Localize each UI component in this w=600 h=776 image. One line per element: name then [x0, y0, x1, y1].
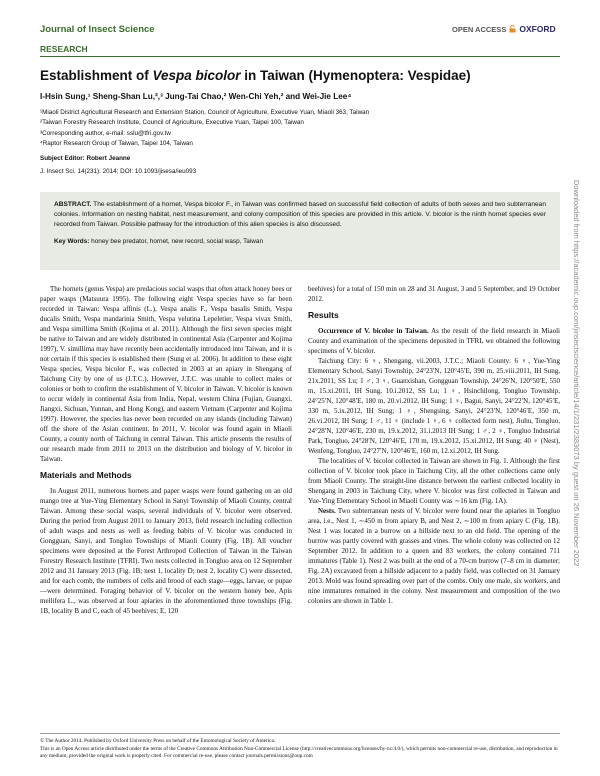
section-label: RESEARCH [40, 44, 88, 54]
methods-paragraph: In August 2011, numerous hornets and paper wasps were found gathering on an old mango tree at Yue-Ying Elementary School in Sanyi Township of Miaoli County, central Taiwan. Among these social wasps, several individuals of V. bicolor were observed. During the period from August 2011 to January 2013, field research including collection of adult wasps and nests as well as feeding habits of V. bicolor was conducted in Gongguan, Sanyi, and Tongluo Townships of Miaoli County (Fig. 1B). All voucher specimens were deposited at the Forest Arthropod Collection of Taiwan in the Taiwan Forestry Research Institute (TFRI). Two nests collected in Tongluo area on 12 September 2012 and 31 January 2013 (Fig. 1B; nest 1, locality D; nest 2, locality C) were dissected, and for each comb, the numbers of cells and brood of each stage—eggs, larvae, or pupae—were determined. Foraging behavior of V. bicolor on the western honey bee, Apis mellifera L., was observed at four apiaries in the aforementioned three townships (Fig. 1B, locality B and C, each of 45 beehives; E, 120 [40, 487, 292, 615]
affiliation-4: ⁴Raptor Research Group of Taiwan, Taipei 104, Taiwan [40, 139, 193, 147]
footer [40, 738, 560, 761]
article-title: Establishment of Vespa bicolor in Taiwan (Hymenoptera: Vespidae) [40, 68, 471, 83]
open-lock-icon [509, 25, 516, 33]
affiliations [40, 108, 560, 149]
citation: J. Insect Sci. 14(231): 2014; DOI: 10.1093/jisesa/ieu093 [40, 168, 197, 175]
results-heading: Results [308, 310, 339, 320]
localities-paragraph: The localities of V. bicolor collected in Taiwan are shown in Fig. 1. Although the first collection of V. bicolor took place in Taichung City, all the other collections came only from Miaoli County. The straight-line distance between the earliest collected locality in Shengang in 2003 in Taichung City, where V. bicolor was first collected in Taiwan and Yue-Ying Elementary School in Miaoli County was ∼16 km (Fig. 1A). [308, 457, 560, 505]
footer-rule [40, 733, 560, 734]
intro-paragraph: The hornets (genus Vespa) are predacious social wasps that often attack honey bees or paper wasps (Matsuura 1995). The following eight Vespa species have so far been recorded in Taiwan: Vespa affinis (L.), Vespa analis F., Vespa basalis Smith, Vespa ducalis Smith, Vespa mandarinia Smith, Vespa velutina Lepeletier, Vespa vivax Smith, and Vespa simillima Smith (Kojima et al. 2011). Although the first seven species might be native to Taiwan and are widely distributed in continental Asia (Carpenter and Kojima 1997), V. simillima may have recently been accidentally introduced into Taiwan, and it is not certain if this species is established there (Sung et al. 2006). In addition to these eight Vespa species, Vespa bicolor F., was collected in 2003 at an apiary in Shengang of Taichung City by one of us (J.T.C.). However, J.T.C. was unable to collect males or colonies or both to confirm the establishment of V. bicolor in Taiwan. V. bicolor is known to occur widely in continental Asia from India, Nepal, western China (Fujian, Guangxi, Jiangxi, Sichuan, Yunnan, and Hong Kong), and eastern Vietnam (Carpenter and Kojima 1997). However, the species has never been recorded on any islands (including Taiwan) off the shore of the Asian continent. In 2011, V. bicolor was found again in Miaoli County, a county north of Taichung in central Taiwan. This article presents the results of our research made from 2011 to 2013 on the distribution and biology of V. bicolor in Taiwan. [40, 285, 292, 463]
header-rule [40, 56, 560, 57]
open-access-badge [452, 24, 556, 34]
abstract-text: ABSTRACT. The establishment of a hornet, Vespa bicolor F., in Taiwan was confirmed based on successful field collection of adults of both sexes and two subterranean colonies. Information on nesting habitat, nest measurement, and colony composition of this species are provided in this article. V. bicolor is the ninth hornet species ever recorded from Taiwan. Possible pathway for the introduction of this alien species is also discussed. [54, 201, 546, 228]
abstract-box [40, 192, 560, 270]
open-access-label: OPEN ACCESS [452, 24, 507, 34]
subject-editor: Subject Editor: Robert Jeanne [40, 155, 131, 162]
journal-name: Journal of Insect Science [40, 24, 155, 35]
affiliation-3: ³Corresponding author, e-mail: sslu@tfri.gov.tw [40, 129, 171, 137]
continued-paragraph: beehives) for a total of 150 min on 28 and 31 August, 3 and 5 September, and 19 October 2012. [308, 285, 560, 303]
affiliation-2: ²Taiwan Forestry Research Institute, Council of Agriculture, Executive Yuan, Taipei 100, Taiwan [40, 119, 304, 127]
specimens-paragraph: Taichung City: 6 ♀, Shengang, vii.2003, J.T.C.; Miaoli County: 6 ♀, Yue-Ying Elementary School, Sanyi Township, 24°23′N, 120°45′E, 390 m, 25.viii.2011, IH Sung, 21x.2011, SS Lu; 1 ♂, 3 ♀, Guanxishan, Gongguan Township, 24°26′N, 120°50′E, 550 m, 15.xi.2011, IH Sung, 10.i.2012, SS Lu; 1 ♀, Hsinchilong, Tongluo Township, 24°25′N, 120°48′E, 180 m, 20.vi.2012, IH Sung; 1 ♀, Bagui, Sanyi, 24°22′N, 120°45′E, 330 m, 5.ix.2012, IH Sung; 1 ♀, Shengsing, Sanyi, 24°23′N, 120°46′E, 350 m, 26.vi.2012, IH Sung; 1 ♂, 11 ♀ (include 1 ♀, 6 ♀ collected form nest), Jiuhu, Tongluo, 24°28′N, 120°46′E, 230 m, 19.x.2012, 31.i.2013 IH Sung; 1 ♂, 2 ♀, Tongluo Industrial Park, Tongluo, 24°28′N, 120°46′E, 170 m, 19.x.2012, 15.xi.2012, IH Sung; 40 ♀ (Nest), Wenfeng, Tongluo, 24°27′N, 120°46′E, 160 m, 12.xi.2012, IH Sung. [308, 357, 560, 455]
affiliation-1: ¹Miaoli District Agricultural Research and Extension Station, Council of Agriculture, Executive Yuan, Miaoli 363, Taiwan [40, 109, 370, 116]
body-right-column [308, 284, 560, 606]
author-list: I-Hsin Sung,¹ Sheng-Shan Lu,²,³ Jung-Tai Chao,² Wen-Chi Yeh,² and Wei-Jie Lee⁴ [40, 92, 352, 101]
license-line: This is an Open Access article distributed under the terms of the Creative Commons Attribution Non-Commercial License (http://creativecommons.org/licenses/by-nc/4.0/), which permits non-commercial re-use, distribution, and reproduction in any medium, provided the original work is properly cited. For commercial re-use, please contact journals.permissions@oup.com [40, 745, 558, 759]
copyright-line: © The Author 2014. Published by Oxford University Press on behalf of the Entomological Society of America. [40, 738, 276, 744]
keywords: Key Words: honey bee predator, hornet, new record, social wasp, Taiwan [54, 238, 264, 245]
nests-paragraph: Nests. Two subterranean nests of V. bicolor were found near the apiaries in Tongluo area, i.e., Nest 1, ∼450 m from apiary B, and Nest 2, ∼100 m from apiary C (Fig. 1B). Nest 1 was located in a burrow on a hillside next to an old field. The opening of the burrow was partly covered with grasses and vines. The whole colony was collected on 12 September 2012. In addition to a queen and 83 workers, the colony contained 711 immatures (Table 1). Nest 2 was built at the end of a 70-cm burrow (7–8 cm in diameter; Fig. 2A) excavated from a hillside adjacent to a paddy field, was collected on 31 January 2013. Mold was found spreading over part of the combs. Only one male, six workers, and nine immatures remained in the colony. Nest measurement and composition of the two colonies are shown in Table 1. [308, 507, 560, 605]
download-sidebar [572, 180, 584, 720]
publisher-logo: OXFORD [519, 24, 556, 34]
methods-heading: Materials and Methods [40, 470, 132, 480]
body-left-column [40, 284, 292, 616]
download-note: Downloaded from https://academic.oup.com/jinsectscience/article/14/1/231/2383073 by guest on 26 November 2022 [572, 180, 581, 567]
occurrence-paragraph: Occurrence of V. bicolor in Taiwan. As the result of the field research in Miaoli County and examination of the specimens deposited in TFRI, we obtained the following specimens of V. bicolor. [308, 327, 560, 355]
